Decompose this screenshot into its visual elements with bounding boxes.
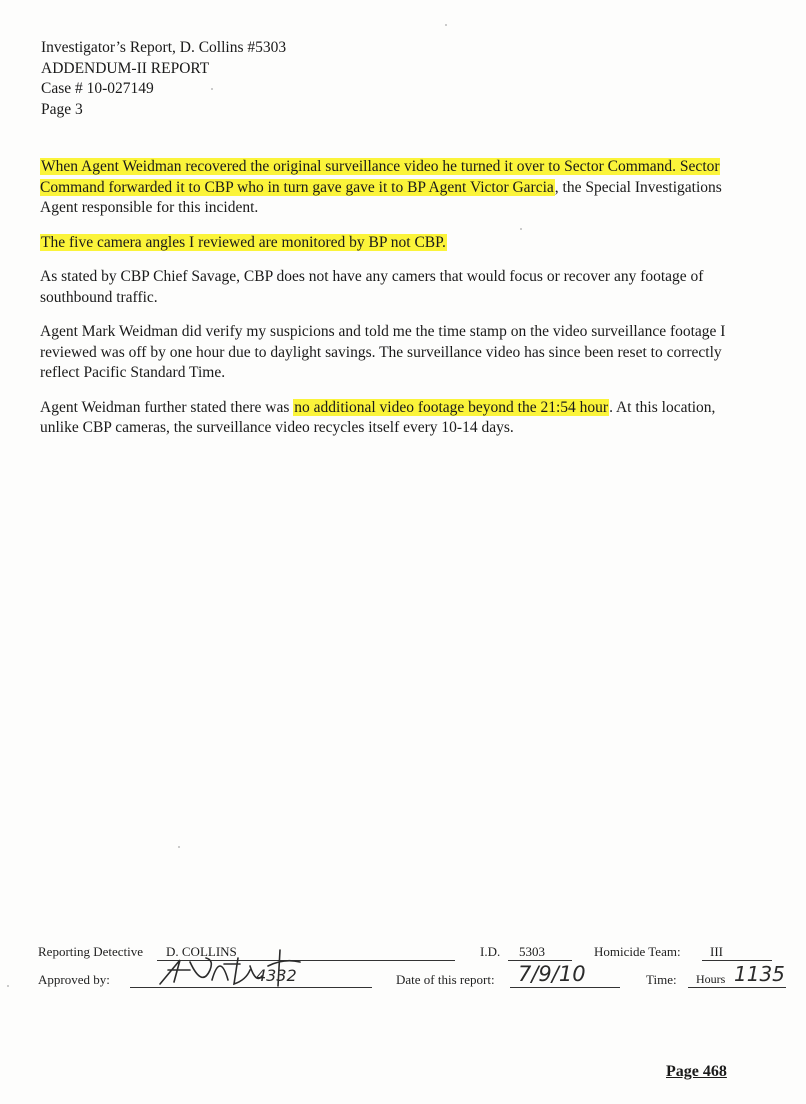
id-label: I.D. xyxy=(480,944,501,959)
reporting-detective-label: Reporting Detective xyxy=(38,944,144,959)
paragraph-text: Agent Weidman further stated there was xyxy=(40,398,294,416)
approver-badge-number: 4332 xyxy=(256,966,297,985)
report-header xyxy=(41,38,286,120)
scan-speck xyxy=(178,846,180,848)
scan-speck xyxy=(520,228,522,230)
report-date-value: 7/9/10 xyxy=(518,962,586,986)
scan-speck xyxy=(211,88,213,90)
homicide-team-label: Homicide Team: xyxy=(594,944,681,959)
scan-speck xyxy=(7,985,9,987)
paragraph-5 xyxy=(40,398,746,439)
time-value: 1135 xyxy=(734,962,785,986)
report-subtitle: ADDENDUM-II REPORT xyxy=(41,59,210,77)
reporting-detective-value: D. COLLINS xyxy=(166,944,237,959)
id-value: 5303 xyxy=(519,944,545,959)
scan-speck xyxy=(445,24,447,26)
report-title: Investigator’s Report, D. Collins #5303 xyxy=(41,39,287,56)
paragraph-text: . At this location, unlike CBP cameras, the surveillance video recycles itself every 10-14 days. xyxy=(40,398,716,436)
report-page-label: Page 3 xyxy=(41,100,83,118)
time-hours-label: Hours xyxy=(696,972,726,986)
time-label: Time: xyxy=(646,972,677,987)
highlighted-text: The five camera angles I reviewed are monitored by BP not CBP. xyxy=(41,233,446,251)
approved-by-label: Approved by: xyxy=(38,972,110,987)
page-number: Page 468 xyxy=(666,1063,727,1080)
paragraph-3: As stated by CBP Chief Savage, CBP does not have any camers that would focus or recover any footage of southbound traffic. xyxy=(40,268,704,306)
homicide-team-value: III xyxy=(710,944,723,959)
highlighted-text: When Agent Weidman recovered the original surveillance video he turned it over to Sector Command. Sector Command forwarded it to CBP who in turn gave gave it to BP Agent Victor Garcia xyxy=(40,158,720,196)
case-number: Case # 10-027149 xyxy=(41,80,154,97)
report-body xyxy=(40,157,746,453)
highlighted-text: no additional video footage beyond the 21:54 hour xyxy=(294,398,609,416)
paragraph-text: , the Special Investigations Agent responsible for this incident. xyxy=(40,178,722,216)
paragraph-4: Agent Mark Weidman did verify my suspicions and told me the time stamp on the video surveillance footage I reviewed was off by one hour due to daylight savings. The surveillance video has since been reset to correctly reflect Pacific Standard Time. xyxy=(40,323,726,381)
report-date-label: Date of this report: xyxy=(396,972,495,987)
paragraph-2 xyxy=(40,233,746,254)
paragraph-1 xyxy=(40,157,746,219)
